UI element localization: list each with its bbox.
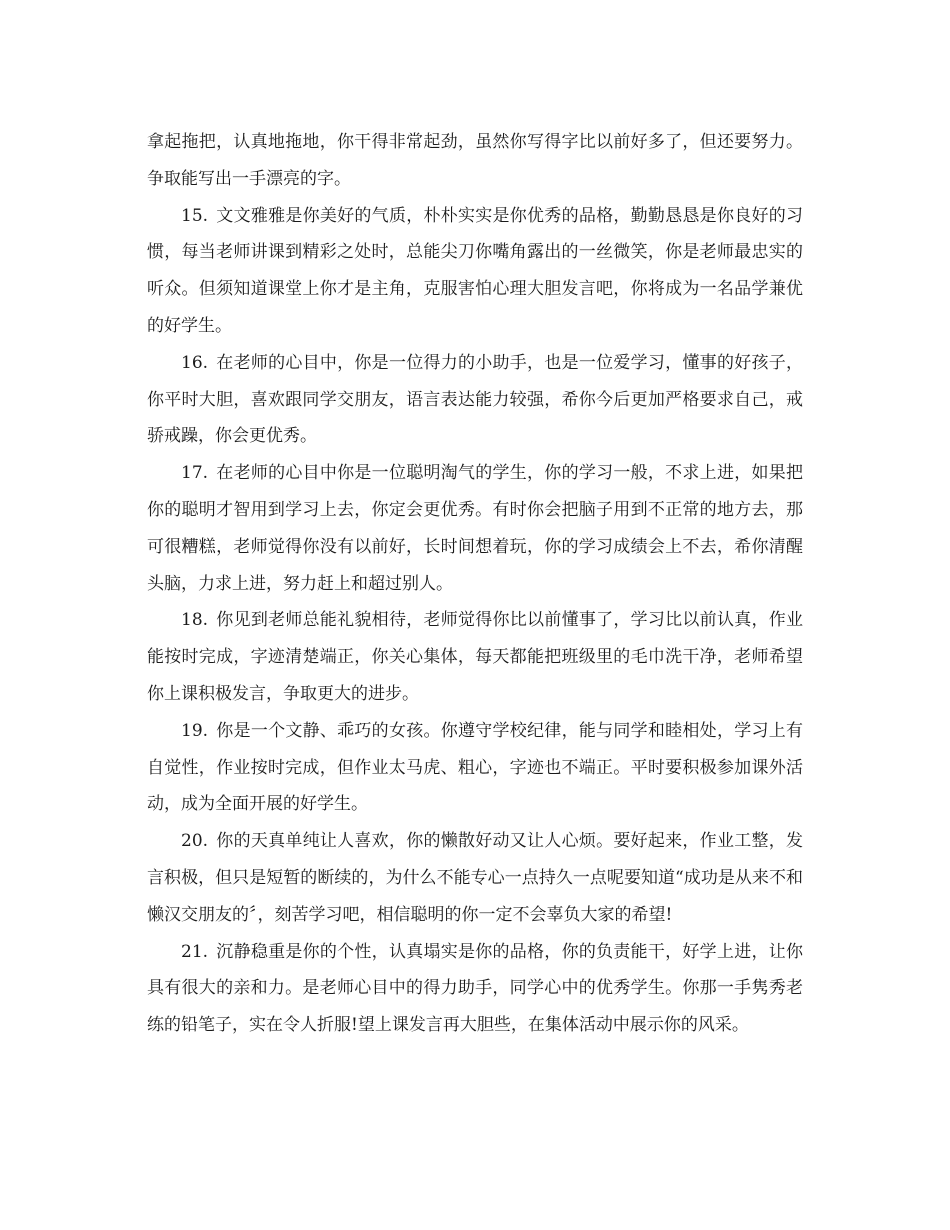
paragraph-number: 17. (181, 463, 209, 484)
paragraph-text: 拿起拖把，认真地拖地，你干得非常起劲，虽然你写得字比以前好多了，但还要努力。争取能写出一手漂亮的字。 (147, 132, 803, 189)
paragraph-20 (147, 823, 803, 933)
paragraph-text: 你是一个文静、乖巧的女孩。你遵守学校纪律，能与同学和睦相处，学习上有自觉性，作业按时完成，但作业太马虎、粗心，字迹也不端正。平时要积极参加课外活动，成为全面开展的好学生。 (147, 720, 803, 815)
paragraph-number: 21. (181, 941, 209, 962)
paragraph-15 (147, 198, 803, 345)
paragraph-number: 20. (181, 831, 209, 852)
paragraph-number: 18. (181, 610, 209, 631)
paragraph-number: 19. (181, 720, 209, 741)
paragraph-17 (147, 455, 803, 602)
paragraph-text: 你见到老师总能礼貌相待，老师觉得你比以前懂事了，学习比以前认真，作业能按时完成，字迹清楚端正，你关心集体，每天都能把班级里的毛巾洗干净，老师希望你上课积极发言，争取更大的进步。 (147, 610, 803, 704)
paragraph-text: 在老师的心目中，你是一位得力的小助手，也是一位爱学习，懂事的好孩子，你平时大胆，喜欢跟同学交朋友，语言表达能力较强，希你今后更加严格要求自己，戒骄戒躁，你会更优秀。 (147, 352, 803, 447)
document-body (147, 124, 803, 1044)
paragraph-18 (147, 602, 803, 712)
paragraph-19 (147, 713, 803, 823)
paragraph-text: 你的天真单纯让人喜欢，你的懒散好动又让人心烦。要好起来，作业工整，发言积极，但只是短暂的断续的，为什么不能专心一点持久一点呢要知道“成功是从来不和懒汉交朋友的〞，刻苦学习吧，相信聪明的你一定不会辜负大家的希望! (147, 831, 803, 925)
paragraph-text: 文文雅雅是你美好的气质，朴朴实实是你优秀的品格，勤勤恳恳是你良好的习惯，每当老师讲课到精彩之处时，总能尖刀你嘴角露出的一丝微笑，你是老师最忠实的听众。但须知道课堂上你才是主角，克服害怕心理大胆发言吧，你将成为一名品学兼优的好学生。 (147, 205, 803, 336)
paragraph-continued (147, 124, 803, 198)
paragraph-21 (147, 934, 803, 1044)
paragraph-number: 16. (181, 352, 209, 373)
paragraph-text: 在老师的心目中你是一位聪明淘气的学生，你的学习一般，不求上进，如果把你的聪明才智用到学习上去，你定会更优秀。有时你会把脑子用到不正常的地方去，那可很糟糕，老师觉得你没有以前好，长时间想着玩，你的学习成绩会上不去，希你清醒头脑，力求上进，努力赶上和超过别人。 (147, 463, 803, 594)
paragraph-16 (147, 345, 803, 455)
paragraph-text: 沉静稳重是你的个性，认真塌实是你的品格，你的负责能干，好学上进，让你具有很大的亲和力。是老师心目中的得力助手，同学心中的优秀学生。你那一手隽秀老练的铅笔子，实在令人折服!望上课发言再大胆些，在集体活动中展示你的风采。 (147, 941, 803, 1036)
paragraph-number: 15. (181, 205, 209, 226)
